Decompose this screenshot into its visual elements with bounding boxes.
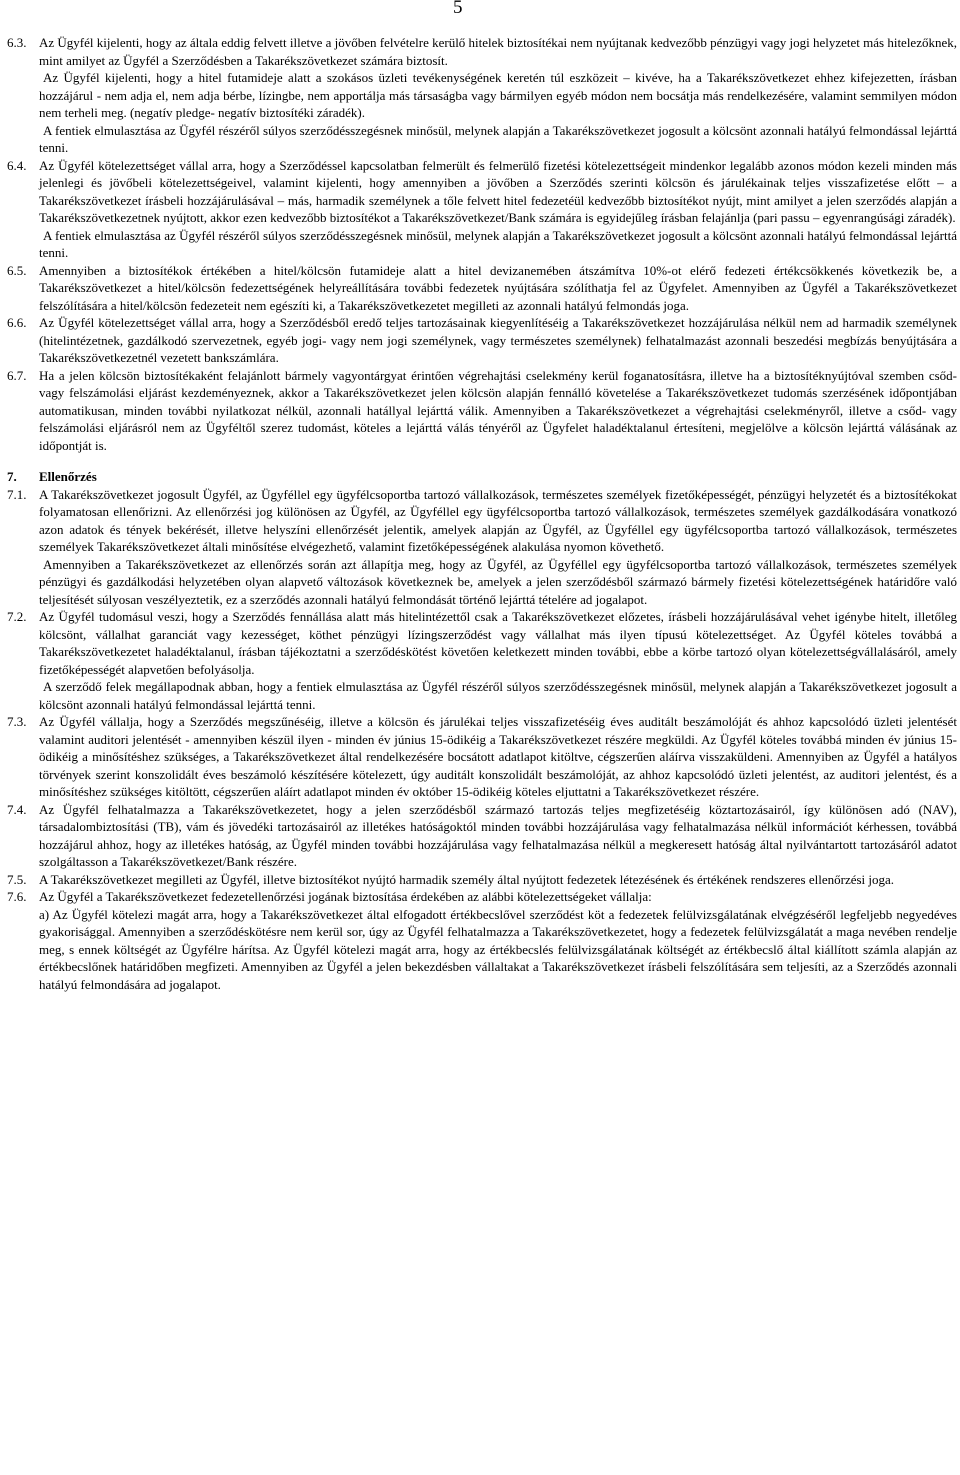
page-number: 5: [453, 0, 463, 18]
paragraph: Amennyiben a Takarékszövetkezet az ellenőrzés során azt állapítja meg, hogy az Ügyfél, az Ügyféllel egy ügyfélcsoportba tartozó vállalkozások, természetes személyek pénzügyi és gazdálkodási helyzetében olyan alapvető változások következnek be, amelyek a jelen szerződésből származó bármely fizetési kötelezettségének határidőre való teljesítését súlyosan veszélyeztetik, ez a szerződés azonnali hatályú felmondását történő lejárttá tételére ad jogalapot.: [39, 556, 957, 607]
section-number: 6.3.: [7, 35, 27, 50]
section-number: 6.6.: [7, 315, 27, 330]
paragraph: A fentiek elmulasztása az Ügyfél részéről súlyos szerződésszegésnek minősül, melynek alapján a Takarékszövetkezet jogosult a kölcsönt azonnali hatályú felmondással lejárttá tenni.: [39, 227, 957, 260]
paragraph: A Takarékszövetkezet megilleti az Ügyfél, illetve biztosítékot nyújtó harmadik személy által nyújtott fedezetek létezésének és értékének rendszeres ellenőrzési joga.: [39, 871, 895, 887]
section-number: 7.6.: [7, 889, 27, 904]
paragraph: A fentiek elmulasztása az Ügyfél részéről súlyos szerződésszegésnek minősül, melynek alapján a Takarékszövetkezet jogosult a kölcsönt azonnali hatályú felmondással lejárttá tenni.: [39, 122, 957, 155]
section-7-6: [7, 888, 957, 993]
section-text: [39, 801, 957, 871]
section-text: [39, 34, 957, 157]
section-text: [39, 157, 957, 262]
section-number: 7.4.: [7, 801, 27, 817]
paragraph: Az Ügyfél vállalja, hogy a Szerződés megszűnéséig, illetve a kölcsön és járulékai teljes visszafizetéséig éves auditált beszámolóját és ahhoz kapcsolódó üzleti jelentését valamint auditori jelentését - amennyiben készül ilyen - minden év június 15-ödikéig a Takarékszövetkezet részére megküldi. Az Ügyfél köteles továbbá minden év június 15-ödikéig a minősítéshez szükséges, a Takarékszövetkezet által rendelkezésére bocsátott adatlapot kitöltve, cégszerűen aláírva visszaküldeni. Amennyiben az Ügyfél a hatályos törvények szerint konszolidált éves beszámoló készítésére kötelezett, úgy auditált konszolidált beszámolóját, az ahhoz kapcsolódó üzleti jelentést, az auditori jelentést, és a minősítéshez szükséges kitöltött, cégszerűen aláírt adatlapot minden év október 15-ödikéig köteles eljuttatni a Takarékszövetkezet részére.: [39, 714, 957, 799]
section-6-7: [7, 367, 957, 455]
section-number: 6.4.: [7, 157, 27, 173]
paragraph: Amennyiben a biztosítékok értékében a hitel/kölcsön futamideje alatt a hitel devizanemében átszámítva 10%-ot elérő fedezeti értékcsökkenés következik be, a Takarékszövetkezet a hitel/kölcsön fedezettségének helyreállítására további fedezetek nyújtására szólíthatja fel az Ügyfelet. Amennyiben az Ügyfél a Takarékszövetkezet felszólítására a hitel/kölcsön fedezeteit nem egészíti ki, a Takarékszövetkezetet megilleti az azonnali hatályú felmondás joga.: [39, 262, 957, 313]
paragraph: A szerződő felek megállapodnak abban, hogy a fentiek elmulasztása az Ügyfél részéről súlyos szerződésszegésnek minősül, melynek alapján a Takarékszövetkezet jogosult a kölcsönt azonnali hatályú felmondással lejárttá tenni.: [39, 679, 957, 712]
paragraph: Az Ügyfél kijelenti, hogy a hitel futamideje alatt a szokásos üzleti tevékenységének keretén túl eszközeit – kivéve, ha a Takarékszövetkezet ehhez kifejezetten, írásban hozzájárul - nem adja el, nem adja bérbe, lízingbe, nem apportálja más társaságba vagy bármilyen egyéb módon nem bocsátja más rendelkezésére, valamint semmilyen módon nem terheli meg. (negatív pledge- negatív biztosítéki záradék).: [39, 70, 957, 120]
section-7-5: [7, 871, 957, 889]
section-7-2: [7, 608, 957, 713]
section-6-3: [7, 34, 957, 157]
section-text: [39, 314, 957, 367]
paragraph: Az Ügyfél tudomásul veszi, hogy a Szerződés fennállása alatt más hitelintézettől csak a Takarékszövetkezet előzetes, írásbeli hozzájárulásával vehet igénybe hitelt, illetőleg kölcsönt, vállalhat garanciát vagy kezességet, köthet pénzügyi lízingszerződést vagy vállalhat más ilyen típusú kötelezettséget. Az Ügyfél köteles továbbá a Takarékszövetkezetet haladéktalanul, írásban tájékoztatni a szerződéskötést követően keletkezett minden további, ebbe a körbe tartozó olyan kötelezettségvállalásáról, amely fizetőképességét alapvetően befolyásolja.: [39, 609, 957, 677]
section-text: [39, 367, 957, 455]
paragraph: Ha a jelen kölcsön biztosítékaként felajánlott bármely vagyontárgyat érintően végrehajtási cselekmény kerül foganatosításra, illetve ha a biztosítéknyújtóval szemben csőd- vagy felszámolási eljárást kezdeményeznek, akkor a Takarékszövetkezet jelen kölcsön alapján fennálló követelése a Takarékszövetkezet tudomás szerzésének időpontjában automatikusan, minden további nyilatkozat nélkül, azonnali hatállyal lejárttá válik. Amennyiben a Takarékszövetkezet a végrehajtási cselekményről, illetve a csőd- vagy felszámolási eljárásról nem az Ügyféltől szerez tudomást, köteles a lejárttá válás tényéről az Ügyfelet haladéktalanul értesíteni, megjelölve a kölcsön lejárttá válásának az időpontját is.: [39, 367, 957, 453]
section-text: [39, 608, 957, 713]
section-6-4: [7, 157, 957, 262]
paragraph: Az Ügyfél felhatalmazza a Takarékszövetkezetet, hogy a jelen szerződésből származó tartozás teljes megfizetéséig köztartozásairól, így különösen adó (NAV), társadalombiztosítási (TB), vám és jövedéki tartozásairól az illetékes hatóságoktól minden további hozzájárulása vagy felhatalmazása nélkül információt kérhessen, továbbá hozzájárul ahhoz, hogy az illetékes hatóság, az Ügyfél minden további hozzájárulása vagy felhatalmazása nélkül a megkeresett hatóság által nyilvántartott tartozásáról adatot szolgáltasson a Takarékszövetkezet/Bank részére.: [39, 801, 957, 869]
document-body: [7, 34, 957, 993]
section-number: 6.7.: [7, 367, 27, 383]
paragraph: A Takarékszövetkezet jogosult Ügyfél, az Ügyféllel egy ügyfélcsoportba tartozó vállalkozások, természetes személyek fizetőképességét, pénzügyi helyzetét és a biztosítékokat folyamatosan ellenőrizni. Az ellenőrzési jog különösen az Ügyfél, az Ügyféllel egy ügyfélcsoportba tartozó vállalkozások, természetes személyek gazdálkodására vonatkozó azon adatok és tények bekérését, illetve helyszíni ellenőrzését jelentik, amelyek alapján az Ügyfél, az Ügyféllel egy ügyfélcsoportba tartozó vállalkozások, természetes személyek Takarékszövetkezet általi minősítése elvégezhető, valamint fizetőképességének alakulása nyomon követhető.: [39, 486, 957, 554]
paragraph: Az Ügyfél kijelenti, hogy az általa eddig felvett illetve a jövőben felvételre kerülő hitelek biztosítékai nem nyújtanak kedvezőbb pénzügyi vagy jogi helyzetet más hitelezőknek, mint amilyet az Ügyfél a Szerződésben a Takarékszövetkezet számára biztosít.: [39, 35, 957, 68]
section-heading-7: [7, 468, 957, 486]
section-7-3: [7, 713, 957, 801]
section-7-1: [7, 486, 957, 609]
heading-title: Ellenőrzés: [39, 469, 97, 484]
paragraph: Az Ügyfél a Takarékszövetkezet fedezetellenőrzési jogának biztosítása érdekében az alábbi kötelezettségeket vállalja:: [39, 889, 652, 904]
section-number: 7.5.: [7, 871, 27, 887]
paragraph: a) Az Ügyfél kötelezi magát arra, hogy a Takarékszövetkezet által elfogadott értékbecslővel szerződést köt a fedezetek felülvizsgálatának elvégzéséről legfeljebb negyedéves gyakorisággal. Amennyiben a szerződéskötésre nem kerül sor, úgy az Ügyfél felhatalmazza a Takarékszövetkezetet, hogy a fedezetek felülvizsgálatát a maga nevében rendelje meg, s ennek költségét az Ügyfélre hárítsa. Az Ügyfél kötelezi magát arra, hogy az értékbecslés felülvizsgálatának költségét az értékbecslő által kiállított számla alapján az értékbecslőnek határidőben megfizeti. Amennyiben az Ügyfél a jelen bekezdésben vállaltakat a Takarékszövetkezet írásbeli felszólítására sem teljesíti, az a Szerződés azonnali hatályú felmondására ad jogalapot.: [39, 906, 957, 992]
section-number: 7.3.: [7, 714, 27, 729]
heading-number: 7.: [7, 469, 17, 484]
section-text: [39, 888, 957, 993]
paragraph: Az Ügyfél kötelezettséget vállal arra, hogy a Szerződéssel kapcsolatban felmerült és felmerülő fizetési kötelezettségeit mindenkor legalább azonos módon kezeli minden más jelenlegi és jövőbeli kötelezettségeivel, valamint kijelenti, hogy amennyiben a jövőben a Szerződés szerinti kölcsön és járulékainak teljes visszafizetése előtt – a Takarékszövetkezet írásbeli hozzájárulásával – más, harmadik személynek a tőle felvett hitel fedezetéül kedvezőbb biztosítékot nyújt, mint amilyet a jelen szerződés alapján a Takarékszövetkezetnek nyújtott, akkor ezen kedvezőbb biztosítékot a Takarékszövetkezet/Bank számára is egyidejűleg írásban felajánlja (pari passu – egyenrangúsági záradék).: [39, 157, 957, 225]
section-6-5: [7, 262, 957, 315]
section-number: 7.1.: [7, 486, 27, 502]
spacer: [7, 454, 957, 468]
section-7-4: [7, 801, 957, 871]
section-text: [39, 871, 957, 889]
section-text: [39, 713, 957, 801]
paragraph: Az Ügyfél kötelezettséget vállal arra, hogy a Szerződésből eredő teljes tartozásainak kiegyenlítéséig a Takarékszövetkezet hozzájárulása nélkül nem ad harmadik személynek (hitelintézetnek, gazdálkodó szervezetnek, egyéb jogi- vagy nem jogi személynek, vagy természetes személynek) felhatalmazást azonnali beszedési megbízás benyújtására a Takarékszövetkezetnél vezetett bankszámlára.: [39, 315, 957, 365]
section-number: 6.5.: [7, 262, 27, 278]
section-text: [39, 262, 957, 315]
section-text: [39, 486, 957, 609]
section-6-6: [7, 314, 957, 367]
section-number: 7.2.: [7, 609, 27, 624]
